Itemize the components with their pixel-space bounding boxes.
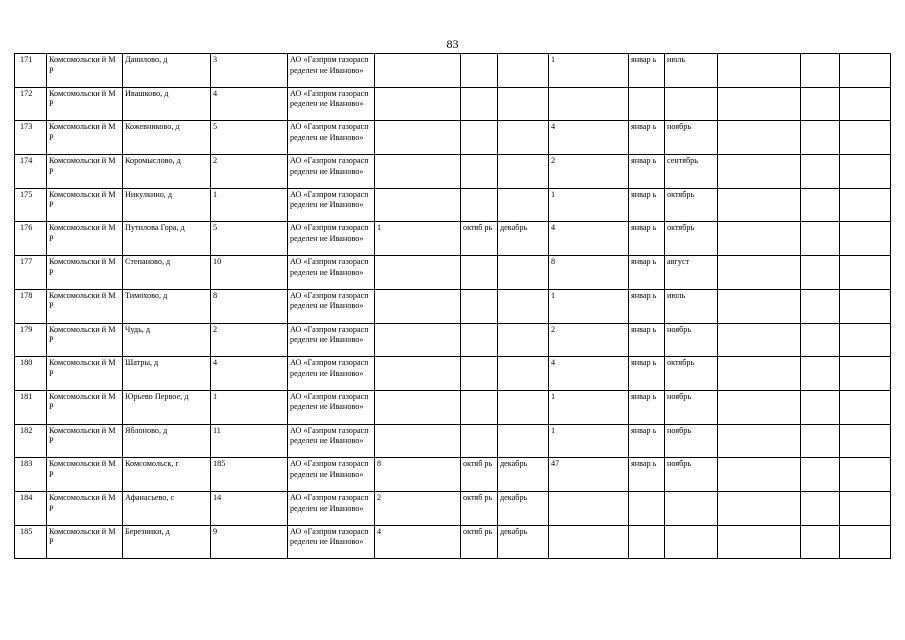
col6-cell <box>375 289 461 323</box>
table-row <box>15 424 891 458</box>
table-row <box>15 491 891 525</box>
col7-cell <box>461 289 498 323</box>
col11-cell: сентябрь <box>665 155 718 189</box>
col11-cell <box>665 87 718 121</box>
col12-cell <box>718 87 801 121</box>
col14-cell <box>840 121 891 155</box>
col8-cell <box>498 188 549 222</box>
organization-cell: АО «Газпром газораспределен ие Иваново» <box>288 289 375 323</box>
organization-cell: АО «Газпром газораспределен ие Иваново» <box>288 256 375 290</box>
col12-cell <box>718 357 801 391</box>
col13-cell <box>801 222 840 256</box>
data-table <box>14 53 891 559</box>
col10-cell: январ ь <box>629 256 665 290</box>
col11-cell: ноябрь <box>665 390 718 424</box>
locality-cell: Яблоново, д <box>123 424 211 458</box>
row-number-cell: 182 <box>15 424 47 458</box>
col14-cell <box>840 155 891 189</box>
col6-cell: 4 <box>375 525 461 559</box>
table-row <box>15 188 891 222</box>
col14-cell <box>840 525 891 559</box>
col10-cell <box>629 525 665 559</box>
district-cell: Комсомольски й МР <box>47 155 123 189</box>
col6-cell <box>375 357 461 391</box>
count-cell: 4 <box>211 87 288 121</box>
col6-cell: 2 <box>375 491 461 525</box>
col13-cell <box>801 390 840 424</box>
col8-cell: декабрь <box>498 458 549 492</box>
table-row <box>15 256 891 290</box>
col9-cell: 8 <box>549 256 629 290</box>
col11-cell: июль <box>665 54 718 88</box>
col7-cell: октяб рь <box>461 458 498 492</box>
table-row <box>15 155 891 189</box>
row-number-cell: 175 <box>15 188 47 222</box>
table-row <box>15 289 891 323</box>
col14-cell <box>840 87 891 121</box>
col11-cell: ноябрь <box>665 121 718 155</box>
col8-cell: декабрь <box>498 222 549 256</box>
district-cell: Комсомольски й МР <box>47 87 123 121</box>
count-cell: 14 <box>211 491 288 525</box>
col10-cell: январ ь <box>629 390 665 424</box>
row-number-cell: 181 <box>15 390 47 424</box>
row-number-cell: 179 <box>15 323 47 357</box>
row-number-cell: 185 <box>15 525 47 559</box>
locality-cell: Путилова Гора, д <box>123 222 211 256</box>
col6-cell <box>375 424 461 458</box>
col12-cell <box>718 121 801 155</box>
col13-cell <box>801 424 840 458</box>
district-cell: Комсомольски й МР <box>47 424 123 458</box>
row-number-cell: 173 <box>15 121 47 155</box>
col6-cell <box>375 188 461 222</box>
table-row <box>15 54 891 88</box>
col11-cell: ноябрь <box>665 323 718 357</box>
col12-cell <box>718 323 801 357</box>
col10-cell: январ ь <box>629 155 665 189</box>
col8-cell <box>498 289 549 323</box>
col7-cell <box>461 323 498 357</box>
col11-cell: октябрь <box>665 357 718 391</box>
organization-cell: АО «Газпром газораспределен ие Иваново» <box>288 458 375 492</box>
count-cell: 3 <box>211 54 288 88</box>
col7-cell <box>461 424 498 458</box>
count-cell: 11 <box>211 424 288 458</box>
row-number-cell: 176 <box>15 222 47 256</box>
col8-cell <box>498 256 549 290</box>
col13-cell <box>801 188 840 222</box>
col14-cell <box>840 357 891 391</box>
row-number-cell: 180 <box>15 357 47 391</box>
district-cell: Комсомольски й МР <box>47 121 123 155</box>
col13-cell <box>801 87 840 121</box>
count-cell: 8 <box>211 289 288 323</box>
col11-cell: октябрь <box>665 188 718 222</box>
col6-cell <box>375 54 461 88</box>
col13-cell <box>801 458 840 492</box>
col14-cell <box>840 222 891 256</box>
locality-cell: Афанасьево, с <box>123 491 211 525</box>
col12-cell <box>718 256 801 290</box>
locality-cell: Комсомольск, г <box>123 458 211 492</box>
col14-cell <box>840 491 891 525</box>
col13-cell <box>801 491 840 525</box>
col9-cell: 1 <box>549 289 629 323</box>
organization-cell: АО «Газпром газораспределен ие Иваново» <box>288 222 375 256</box>
col6-cell: 8 <box>375 458 461 492</box>
row-number-cell: 178 <box>15 289 47 323</box>
col11-cell: ноябрь <box>665 424 718 458</box>
table-row <box>15 357 891 391</box>
col12-cell <box>718 390 801 424</box>
col7-cell <box>461 155 498 189</box>
col8-cell <box>498 390 549 424</box>
col10-cell: январ ь <box>629 222 665 256</box>
col13-cell <box>801 289 840 323</box>
col14-cell <box>840 54 891 88</box>
count-cell: 10 <box>211 256 288 290</box>
col10-cell: январ ь <box>629 54 665 88</box>
col8-cell <box>498 87 549 121</box>
col10-cell: январ ь <box>629 458 665 492</box>
col11-cell <box>665 525 718 559</box>
col6-cell <box>375 121 461 155</box>
count-cell: 4 <box>211 357 288 391</box>
col6-cell <box>375 323 461 357</box>
locality-cell: Шатры, д <box>123 357 211 391</box>
col9-cell: 1 <box>549 188 629 222</box>
district-cell: Комсомольски й МР <box>47 323 123 357</box>
col10-cell: январ ь <box>629 188 665 222</box>
col9-cell: 2 <box>549 323 629 357</box>
col9-cell: 4 <box>549 357 629 391</box>
locality-cell: Степаново, д <box>123 256 211 290</box>
col11-cell: август <box>665 256 718 290</box>
district-cell: Комсомольски й МР <box>47 188 123 222</box>
locality-cell: Никулкино, д <box>123 188 211 222</box>
col12-cell <box>718 155 801 189</box>
col13-cell <box>801 155 840 189</box>
col8-cell <box>498 357 549 391</box>
count-cell: 5 <box>211 121 288 155</box>
locality-cell: Чудь, д <box>123 323 211 357</box>
col12-cell <box>718 525 801 559</box>
district-cell: Комсомольски й МР <box>47 525 123 559</box>
col8-cell: декабрь <box>498 491 549 525</box>
district-cell: Комсомольски й МР <box>47 458 123 492</box>
col7-cell <box>461 256 498 290</box>
col13-cell <box>801 323 840 357</box>
col10-cell: январ ь <box>629 289 665 323</box>
col9-cell <box>549 525 629 559</box>
count-cell: 185 <box>211 458 288 492</box>
district-cell: Комсомольски й МР <box>47 222 123 256</box>
col7-cell <box>461 390 498 424</box>
count-cell: 9 <box>211 525 288 559</box>
col10-cell <box>629 87 665 121</box>
locality-cell: Юрьево Первое, д <box>123 390 211 424</box>
col10-cell: январ ь <box>629 424 665 458</box>
col8-cell: декабрь <box>498 525 549 559</box>
locality-cell: Кожевниково, д <box>123 121 211 155</box>
col11-cell: июль <box>665 289 718 323</box>
district-cell: Комсомольски й МР <box>47 256 123 290</box>
col7-cell: октяб рь <box>461 222 498 256</box>
count-cell: 2 <box>211 155 288 189</box>
col14-cell <box>840 256 891 290</box>
col12-cell <box>718 54 801 88</box>
col13-cell <box>801 256 840 290</box>
table-row <box>15 390 891 424</box>
organization-cell: АО «Газпром газораспределен ие Иваново» <box>288 87 375 121</box>
col9-cell: 2 <box>549 155 629 189</box>
col7-cell <box>461 54 498 88</box>
table-body <box>15 54 891 559</box>
col14-cell <box>840 390 891 424</box>
col7-cell <box>461 188 498 222</box>
organization-cell: АО «Газпром газораспределен ие Иваново» <box>288 54 375 88</box>
table-row <box>15 121 891 155</box>
col9-cell: 1 <box>549 54 629 88</box>
col7-cell <box>461 357 498 391</box>
col8-cell <box>498 54 549 88</box>
row-number-cell: 184 <box>15 491 47 525</box>
col7-cell: октяб рь <box>461 491 498 525</box>
col9-cell: 4 <box>549 222 629 256</box>
organization-cell: АО «Газпром газораспределен ие Иваново» <box>288 155 375 189</box>
col9-cell: 1 <box>549 424 629 458</box>
col6-cell <box>375 390 461 424</box>
table-row <box>15 87 891 121</box>
row-number-cell: 172 <box>15 87 47 121</box>
district-cell: Комсомольски й МР <box>47 289 123 323</box>
col13-cell <box>801 54 840 88</box>
col14-cell <box>840 424 891 458</box>
col13-cell <box>801 357 840 391</box>
organization-cell: АО «Газпром газораспределен ие Иваново» <box>288 188 375 222</box>
col7-cell <box>461 87 498 121</box>
row-number-cell: 171 <box>15 54 47 88</box>
organization-cell: АО «Газпром газораспределен ие Иваново» <box>288 323 375 357</box>
col9-cell: 4 <box>549 121 629 155</box>
organization-cell: АО «Газпром газораспределен ие Иваново» <box>288 424 375 458</box>
col6-cell <box>375 155 461 189</box>
col12-cell <box>718 491 801 525</box>
district-cell: Комсомольски й МР <box>47 54 123 88</box>
row-number-cell: 183 <box>15 458 47 492</box>
locality-cell: Даниловo, д <box>123 54 211 88</box>
locality-cell: Ивашково, д <box>123 87 211 121</box>
page-number: 83 <box>446 37 459 51</box>
col6-cell: 1 <box>375 222 461 256</box>
col9-cell: 1 <box>549 390 629 424</box>
col9-cell: 47 <box>549 458 629 492</box>
organization-cell: АО «Газпром газораспределен ие Иваново» <box>288 390 375 424</box>
col13-cell <box>801 121 840 155</box>
col7-cell: октяб рь <box>461 525 498 559</box>
organization-cell: АО «Газпром газораспределен ие Иваново» <box>288 121 375 155</box>
locality-cell: Тимохово, д <box>123 289 211 323</box>
col10-cell: январ ь <box>629 357 665 391</box>
col13-cell <box>801 525 840 559</box>
col12-cell <box>718 289 801 323</box>
locality-cell: Коромыслово, д <box>123 155 211 189</box>
col12-cell <box>718 458 801 492</box>
row-number-cell: 174 <box>15 155 47 189</box>
col7-cell <box>461 121 498 155</box>
organization-cell: АО «Газпром газораспределен ие Иваново» <box>288 491 375 525</box>
col14-cell <box>840 458 891 492</box>
col6-cell <box>375 256 461 290</box>
table-row <box>15 222 891 256</box>
district-cell: Комсомольски й МР <box>47 491 123 525</box>
table-row <box>15 458 891 492</box>
table-row <box>15 525 891 559</box>
col11-cell: октябрь <box>665 222 718 256</box>
col14-cell <box>840 289 891 323</box>
organization-cell: АО «Газпром газораспределен ие Иваново» <box>288 357 375 391</box>
col9-cell <box>549 87 629 121</box>
district-cell: Комсомольски й МР <box>47 390 123 424</box>
organization-cell: АО «Газпром газораспределен ие Иваново» <box>288 525 375 559</box>
col8-cell <box>498 121 549 155</box>
col12-cell <box>718 222 801 256</box>
table-row <box>15 323 891 357</box>
locality-cell: Березники, д <box>123 525 211 559</box>
col14-cell <box>840 323 891 357</box>
count-cell: 1 <box>211 390 288 424</box>
col11-cell <box>665 491 718 525</box>
col6-cell <box>375 87 461 121</box>
row-number-cell: 177 <box>15 256 47 290</box>
col11-cell: ноябрь <box>665 458 718 492</box>
count-cell: 2 <box>211 323 288 357</box>
col10-cell: январ ь <box>629 323 665 357</box>
col10-cell: январ ь <box>629 121 665 155</box>
col12-cell <box>718 424 801 458</box>
col9-cell <box>549 491 629 525</box>
col12-cell <box>718 188 801 222</box>
col10-cell <box>629 491 665 525</box>
count-cell: 1 <box>211 188 288 222</box>
district-cell: Комсомольски й МР <box>47 357 123 391</box>
col8-cell <box>498 424 549 458</box>
col8-cell <box>498 323 549 357</box>
col14-cell <box>840 188 891 222</box>
count-cell: 5 <box>211 222 288 256</box>
col8-cell <box>498 155 549 189</box>
